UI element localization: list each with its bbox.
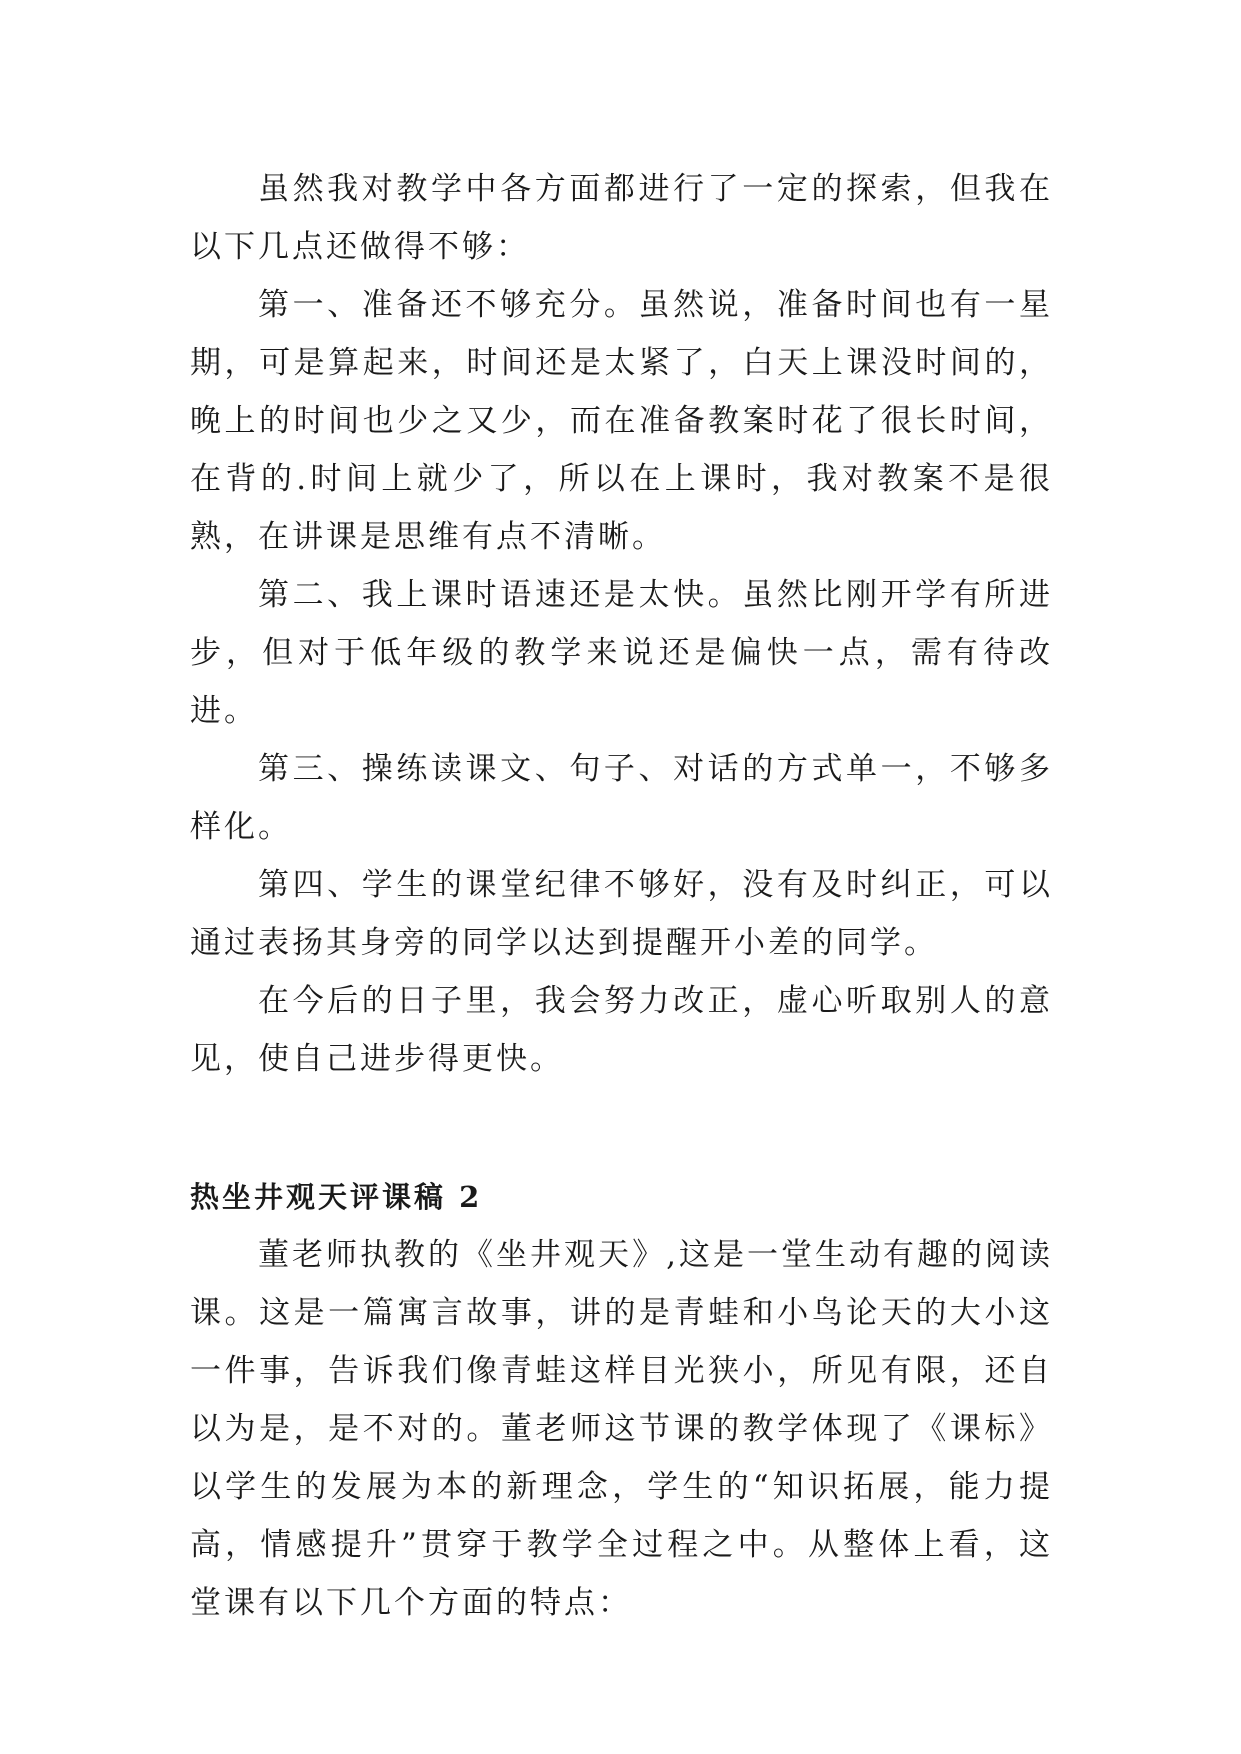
paragraph-point-1: 第一、准备还不够充分。虽然说，准备时间也有一星期，可是算起来，时间还是太紧了，白天上课没时间的，晚上的时间也少之又少，而在准备教案时花了很长时间，在背的.时间上就少了，所以在上课时，我对教案不是很熟，在讲课是思维有点不清晰。	[190, 287, 1053, 555]
paragraph-review: 董老师执教的《坐井观天》,这是一堂生动有趣的阅读课。这是一篇寓言故事，讲的是青蛙和小鸟论天的大小这一件事，告诉我们像青蛙这样目光狭小，所见有限，还自以为是，是不对的。董老师这节课的教学体现了《课标》以学生的发展为本的新理念，学生的“知识拓展，能力提高，情感提升”贯穿于教学全过程之中。从整体上看，这堂课有以下几个方面的特点：	[190, 1237, 1053, 1621]
paragraph-point-3: 第三、操练读课文、句子、对话的方式单一，不够多样化。	[190, 751, 1053, 845]
document-page	[190, 160, 1053, 1632]
paragraph-point-2: 第二、我上课时语速还是太快。虽然比刚开学有所进步，但对于低年级的教学来说还是偏快一点，需有待改进。	[190, 577, 1053, 729]
paragraph-intro: 虽然我对教学中各方面都进行了一定的探索，但我在以下几点还做得不够：	[190, 171, 1053, 265]
paragraph-conclusion: 在今后的日子里，我会努力改正，虚心听取别人的意见，使自己进步得更快。	[190, 983, 1053, 1077]
paragraph-point-4: 第四、学生的课堂纪律不够好，没有及时纠正，可以通过表扬其身旁的同学以达到提醒开小差的同学。	[190, 867, 1053, 961]
section-heading: 热坐井观天评课稿 2	[190, 1180, 483, 1214]
